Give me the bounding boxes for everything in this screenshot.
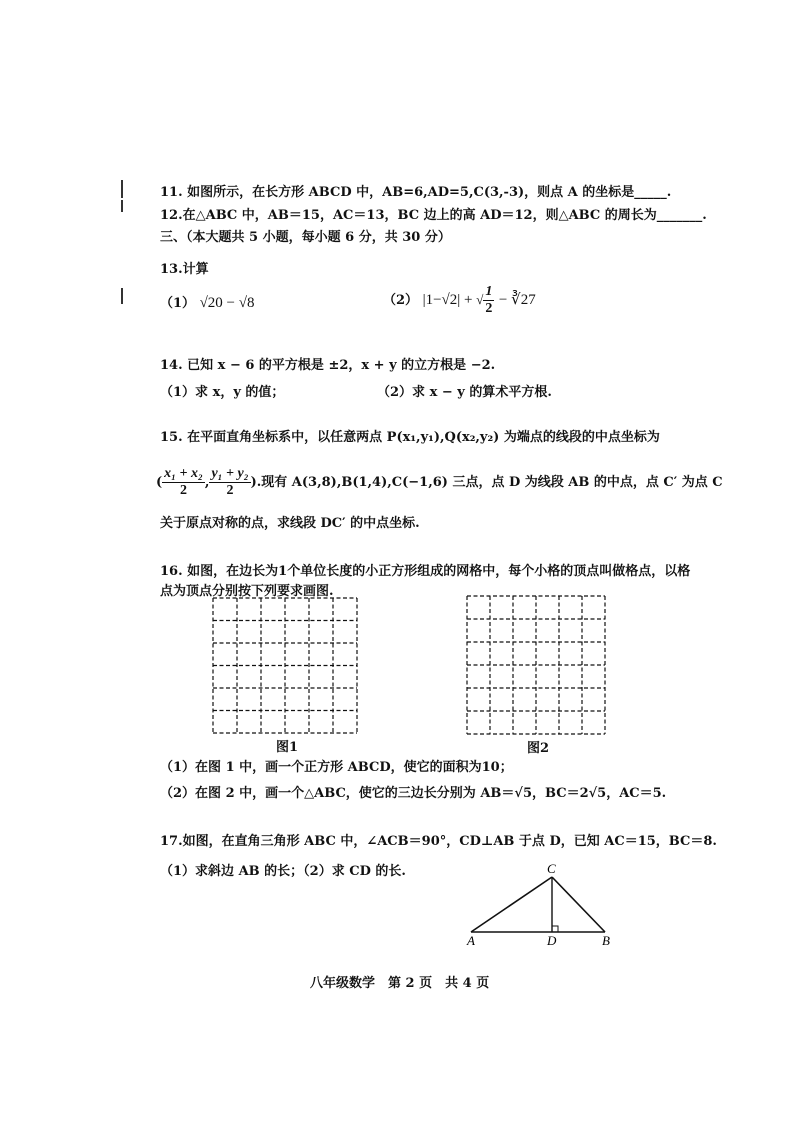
question-13-part2-expression-a: |1−√2| + [422, 292, 477, 308]
margin-mark [121, 200, 123, 212]
fraction-denominator: 2 [226, 483, 234, 498]
sqrt-sign: √ [476, 292, 484, 307]
question-16-part2: （2）在图 2 中，画一个△ABC，使它的三边长分别为 AB＝√5，BC＝2√5，AC＝5. [160, 786, 667, 801]
one-half-fraction [483, 284, 494, 317]
question-15-line2-text: ).现有 A(3,8),B(1,4),C(−1,6) 三点，点 D 为线段 AB 的中点，点 C′ 为点 C [250, 475, 723, 490]
question-16-part1: （1）在图 1 中，画一个正方形 ABCD，使它的面积为10； [160, 760, 513, 775]
fraction-numerator: x₁ + x₂ [164, 466, 203, 481]
margin-mark [121, 288, 123, 304]
right-angle-mark [552, 926, 558, 932]
question-13-part1-expression: √20 − √8 [199, 295, 255, 311]
fraction-numerator: 1 [485, 284, 493, 299]
y-midpoint-fraction [209, 466, 250, 499]
question-13-part1-label: （1） [160, 296, 196, 311]
margin-mark [121, 180, 123, 198]
question-14: 14. 已知 x − 6 的平方根是 ±2，x + y 的立方根是 −2. [160, 358, 496, 373]
question-11: 11. 如图所示，在长方形 ABCD 中，AB=6,AD=5,C(3,-3)，则点 A 的坐标是_____. [160, 185, 672, 200]
question-13-part2 [383, 284, 536, 317]
x-midpoint-fraction [162, 466, 205, 499]
fraction-numerator: y₁ + y₂ [211, 466, 249, 481]
right-triangle-figure [465, 860, 615, 950]
side-ca [471, 877, 552, 932]
figure-2-caption: 图2 [527, 741, 550, 756]
question-14-part1: （1）求 x，y 的值； [160, 385, 285, 400]
side-cb [552, 877, 605, 932]
fraction-denominator: 2 [180, 483, 188, 498]
vertex-label-c: C [547, 861, 556, 876]
page-footer: 八年级数学 第 2 页 共 4 页 [310, 976, 490, 991]
question-14-part2: （2）求 x − y 的算术平方根. [377, 385, 552, 400]
question-13-title: 13.计算 [160, 262, 209, 277]
question-13-part2-expression-b: − ∛27 [498, 292, 536, 308]
vertex-label-b: B [602, 933, 610, 948]
fraction-denominator: 2 [485, 301, 493, 316]
question-15-line3: 关于原点对称的点，求线段 DC′ 的中点坐标. [160, 516, 420, 531]
question-17-line2: （1）求斜边 AB 的长；（2）求 CD 的长. [160, 864, 406, 879]
section-three-heading: 三、（本大题共 5 小题，每小题 6 分，共 30 分） [160, 230, 451, 245]
open-paren: ( [156, 475, 163, 490]
figure-1-caption: 图1 [276, 740, 299, 755]
question-13-part2-label: （2） [383, 293, 419, 308]
question-13-part1 [160, 292, 255, 312]
question-15-line2: ( $\frac{\text{x₁ + x₂}}{2}$ , $\frac{\text{y₁ + y₂}}{2}$ ).现有 A(3,8),B(1,4),C(−1,6) 三点，点 D 为线段 AB 的中点，点 C′ 为点 C [156, 466, 723, 498]
grid-figure-1 [213, 598, 357, 733]
grid-figure-2 [467, 596, 605, 734]
question-16-line2: 点为顶点分别按下列要求画图. [160, 584, 334, 599]
question-15-line1: 15. 在平面直角坐标系中，以任意两点 P(x₁,y₁),Q(x₂,y₂) 为端点的线段的中点坐标为 [160, 430, 660, 445]
question-12: 12.在△ABC 中，AB＝15，AC＝13，BC 边上的高 AD＝12，则△ABC 的周长为_______. [160, 208, 707, 223]
vertex-label-a: A [467, 933, 475, 948]
vertex-label-d: D [547, 933, 557, 948]
question-16-line1: 16. 如图，在边长为1个单位长度的小正方形组成的网格中，每个小格的顶点叫做格点，以格 [160, 564, 691, 579]
question-17-line1: 17.如图，在直角三角形 ABC 中，∠ACB＝90°，CD⊥AB 于点 D，已知 AC＝15，BC＝8. [160, 834, 717, 849]
